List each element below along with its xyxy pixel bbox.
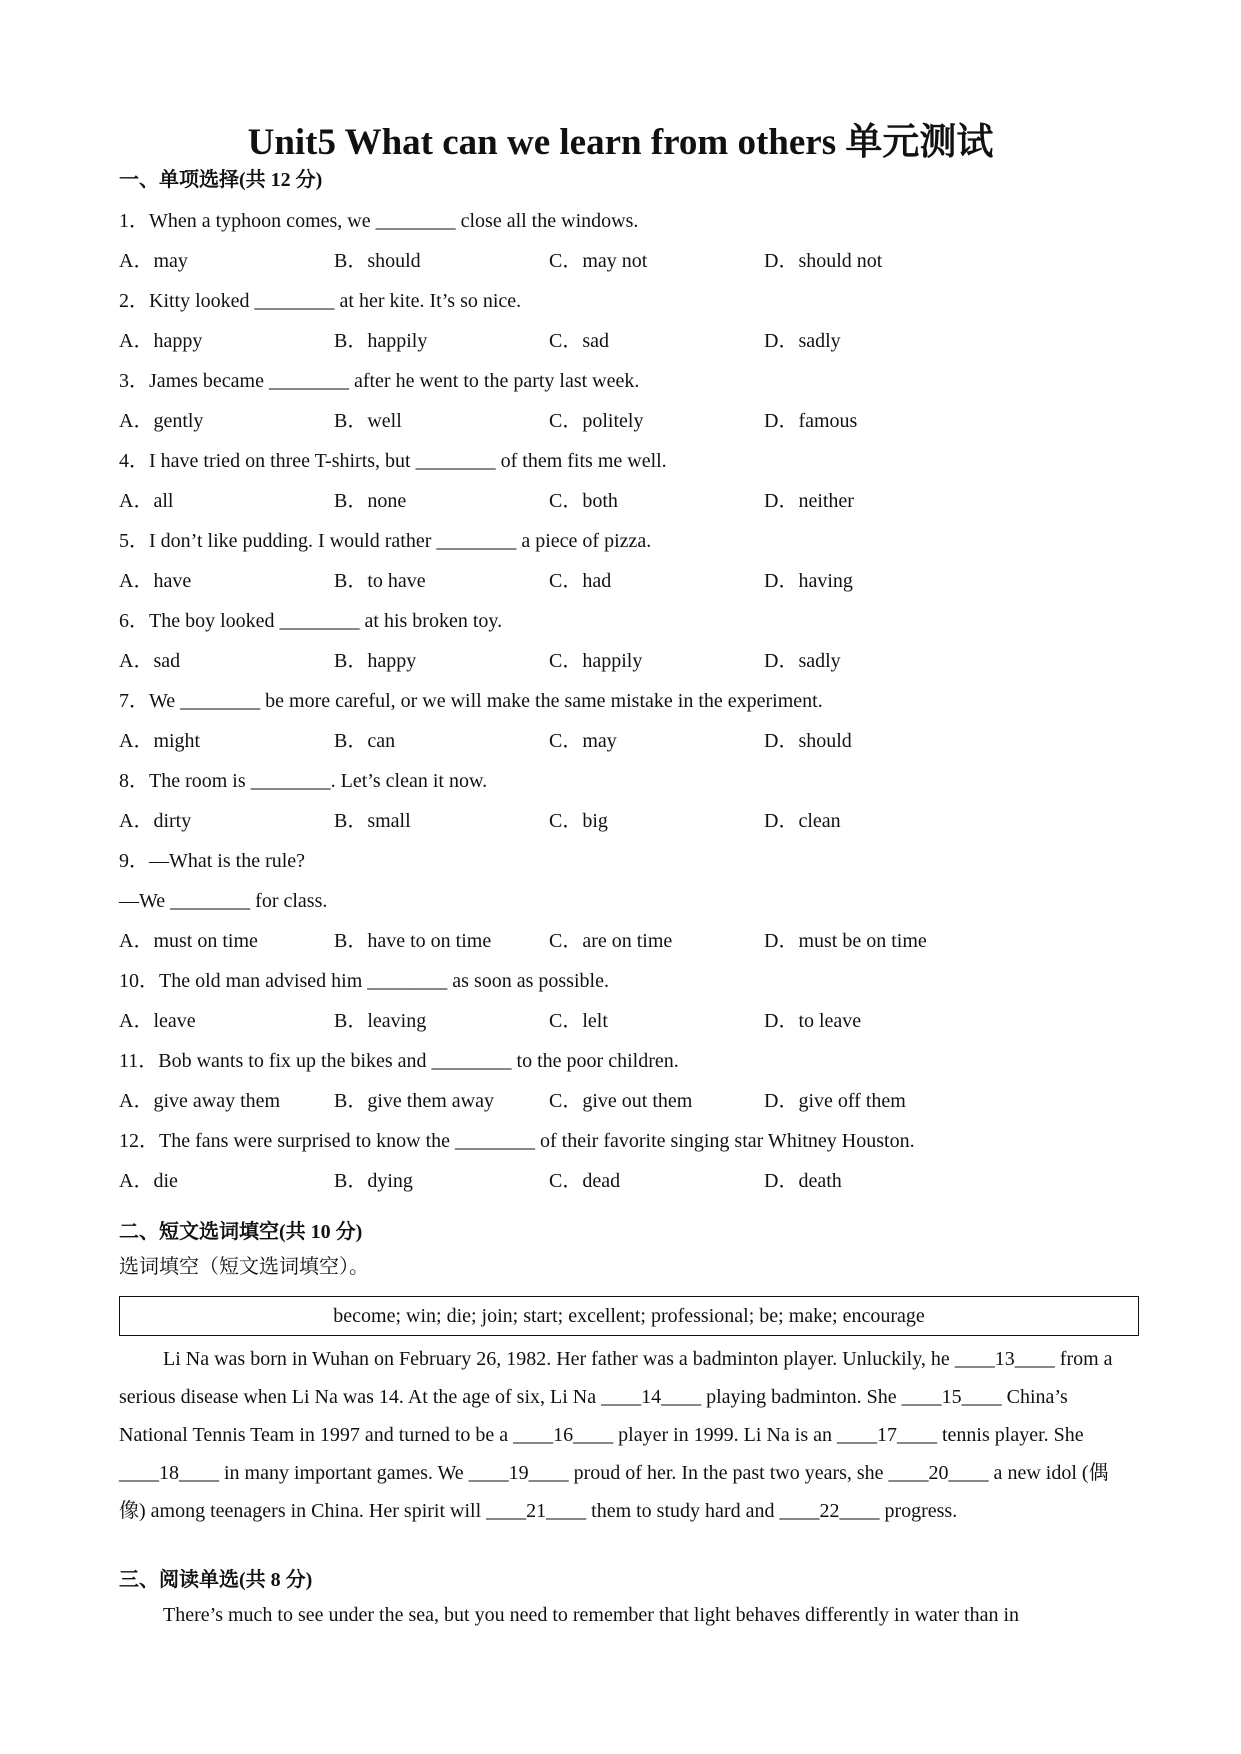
question-9-option-b[interactable]: B．have to on time <box>334 930 492 952</box>
question-12-option-c[interactable]: C．dead <box>549 1170 621 1192</box>
question-2-option-c[interactable]: C．sad <box>549 330 609 352</box>
question-1-stem: 1．When a typhoon comes, we ________ close all the windows. <box>119 210 639 232</box>
reading-passage <box>119 1596 1124 1634</box>
question-4-option-c[interactable]: C．both <box>549 490 618 512</box>
question-5-option-b[interactable]: B．to have <box>334 570 426 592</box>
question-10-stem: 10．The old man advised him ________ as soon as possible. <box>119 970 609 992</box>
question-2-stem: 2．Kitty looked ________ at her kite. It’s so nice. <box>119 290 522 312</box>
question-5-option-a[interactable]: A．have <box>119 570 192 592</box>
cloze-passage-text: Li Na was born in Wuhan on February 26, 1982. Her father was a badminton player. Unluckily, he ____13____ from a serious disease when Li Na was 14. At the age of six, Li Na ____14____ playing badminton. She ____15____ China’s National Tennis Team in 1997 and turned to be a ____16____ player in 1999. Li Na is an ____17____ tennis player. She ____18____ in many important games. We ____19____ proud of her. In the past two years, she ____20____ a new idol (偶像) among teenagers in China. Her spirit will ____21____ them to study hard and ____22____ progress. <box>119 1348 1113 1522</box>
question-7-option-d[interactable]: D．should <box>764 730 852 752</box>
question-4-stem: 4．I have tried on three T-shirts, but ________ of them fits me well. <box>119 450 667 472</box>
question-8-stem: 8．The room is ________. Let’s clean it now. <box>119 770 488 792</box>
question-11-stem: 11．Bob wants to fix up the bikes and ________ to the poor children. <box>119 1050 679 1072</box>
question-7-option-c[interactable]: C．may <box>549 730 617 752</box>
question-8-option-b[interactable]: B．small <box>334 810 411 832</box>
question-3-option-c[interactable]: C．politely <box>549 410 644 432</box>
question-11-option-b[interactable]: B．give them away <box>334 1090 494 1112</box>
question-2-option-a[interactable]: A．happy <box>119 330 203 352</box>
section-2-instruction: 选词填空（短文选词填空）。 <box>119 1256 369 1278</box>
question-12-option-d[interactable]: D．death <box>764 1170 842 1192</box>
section-1-heading: 一、单项选择(共 12 分) <box>119 169 323 191</box>
question-1-option-b[interactable]: B．should <box>334 250 421 272</box>
question-10-option-c[interactable]: C．lelt <box>549 1010 608 1032</box>
question-7-option-a[interactable]: A．might <box>119 730 201 752</box>
question-6-option-d[interactable]: D．sadly <box>764 650 841 672</box>
question-11-option-d[interactable]: D．give off them <box>764 1090 906 1112</box>
question-6-stem: 6．The boy looked ________ at his broken toy. <box>119 610 503 632</box>
question-3-stem: 3．James became ________ after he went to the party last week. <box>119 370 640 392</box>
question-8-option-a[interactable]: A．dirty <box>119 810 192 832</box>
cloze-passage <box>119 1340 1124 1530</box>
question-4-option-b[interactable]: B．none <box>334 490 407 512</box>
question-2-option-d[interactable]: D．sadly <box>764 330 841 352</box>
question-10-option-a[interactable]: A．leave <box>119 1010 196 1032</box>
question-7-option-b[interactable]: B．can <box>334 730 396 752</box>
question-7-stem: 7．We ________ be more careful, or we will make the same mistake in the experiment. <box>119 690 823 712</box>
section-2-heading: 二、短文选词填空(共 10 分) <box>119 1221 363 1243</box>
question-12-option-a[interactable]: A．die <box>119 1170 178 1192</box>
question-12-option-b[interactable]: B．dying <box>334 1170 413 1192</box>
question-1-option-c[interactable]: C．may not <box>549 250 648 272</box>
question-9-option-a[interactable]: A．must on time <box>119 930 258 952</box>
question-6-option-a[interactable]: A．sad <box>119 650 181 672</box>
question-3-option-a[interactable]: A．gently <box>119 410 204 432</box>
question-10-option-b[interactable]: B．leaving <box>334 1010 427 1032</box>
question-4-option-d[interactable]: D．neither <box>764 490 854 512</box>
question-9-option-d[interactable]: D．must be on time <box>764 930 927 952</box>
question-1-option-a[interactable]: A．may <box>119 250 188 272</box>
question-9-stem-line2: —We ________ for class. <box>119 890 328 912</box>
question-5-option-d[interactable]: D．having <box>764 570 853 592</box>
question-5-stem: 5．I don’t like pudding. I would rather ________ a piece of pizza. <box>119 530 652 552</box>
question-3-option-d[interactable]: D．famous <box>764 410 858 432</box>
reading-passage-text: There’s much to see under the sea, but you need to remember that light behaves differently in water than in <box>163 1604 1020 1626</box>
question-9-stem: 9．—What is the rule? <box>119 850 306 872</box>
page-title: Unit5 What can we learn from others 单元测试 <box>247 122 994 163</box>
question-11-option-a[interactable]: A．give away them <box>119 1090 281 1112</box>
question-4-option-a[interactable]: A．all <box>119 490 174 512</box>
section-3-heading: 三、阅读单选(共 8 分) <box>119 1569 313 1591</box>
question-6-option-c[interactable]: C．happily <box>549 650 643 672</box>
question-2-option-b[interactable]: B．happily <box>334 330 428 352</box>
question-8-option-c[interactable]: C．big <box>549 810 608 832</box>
question-5-option-c[interactable]: C．had <box>549 570 612 592</box>
question-6-option-b[interactable]: B．happy <box>334 650 417 672</box>
question-11-option-c[interactable]: C．give out them <box>549 1090 693 1112</box>
question-3-option-b[interactable]: B．well <box>334 410 402 432</box>
question-1-option-d[interactable]: D．should not <box>764 250 883 272</box>
question-9-option-c[interactable]: C．are on time <box>549 930 673 952</box>
question-12-stem: 12．The fans were surprised to know the ________ of their favorite singing star Whitney Houston. <box>119 1130 915 1152</box>
word-bank-box: become; win; die; join; start; excellent; professional; be; make; encourage <box>119 1296 1139 1336</box>
question-10-option-d[interactable]: D．to leave <box>764 1010 862 1032</box>
question-8-option-d[interactable]: D．clean <box>764 810 841 832</box>
